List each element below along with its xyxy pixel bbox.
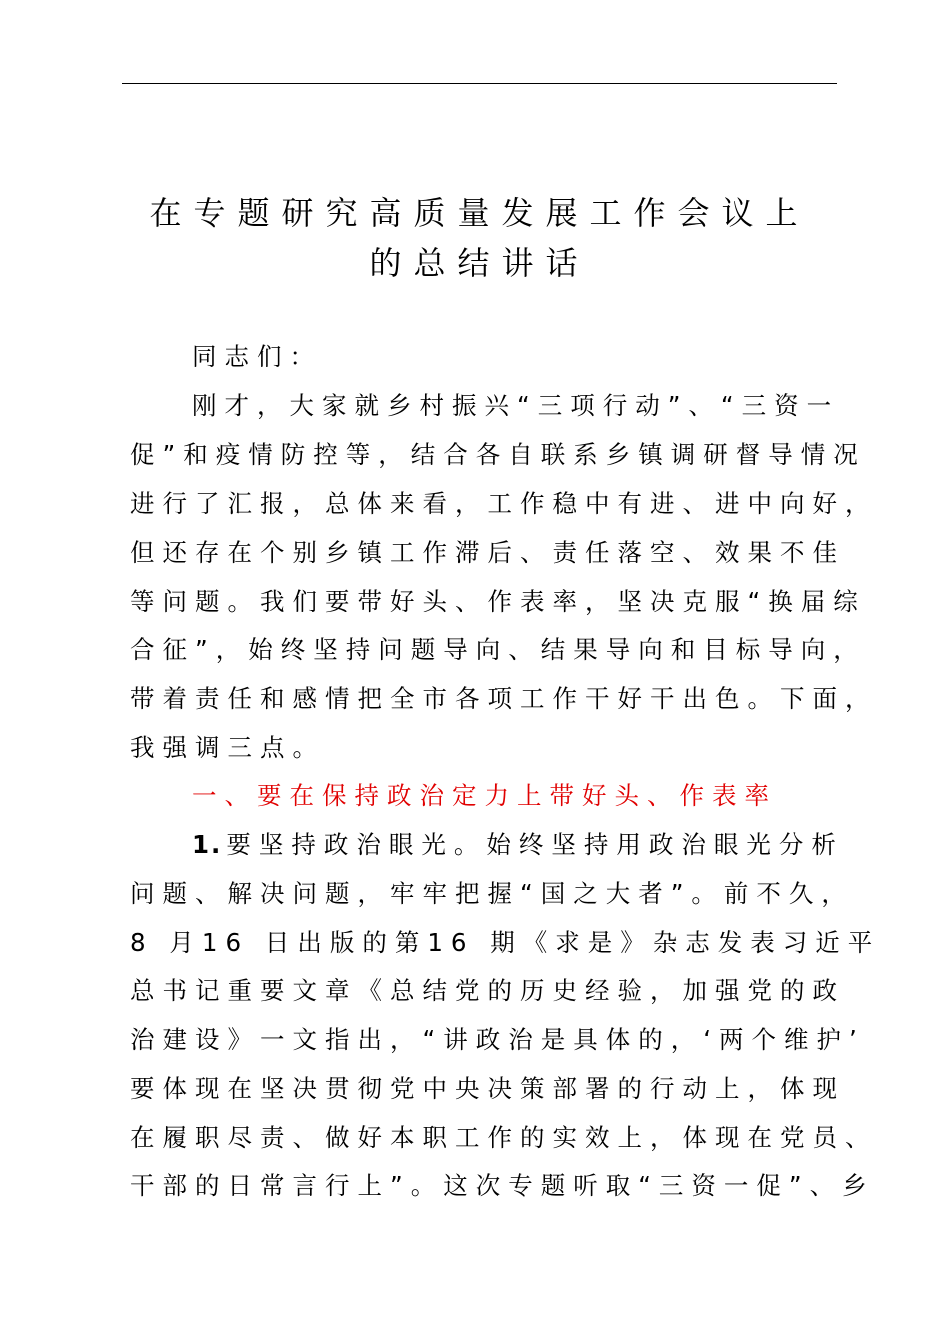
item-number: 1.	[192, 830, 223, 859]
document-title-line-1: 在专题研究高质量发展工作会议上	[149, 194, 810, 232]
greeting: 同志们：	[192, 342, 322, 371]
paragraph-line: 8 月16 日出版的第16 期《求是》杂志发表习近平	[130, 928, 881, 957]
paragraph-line: 问题、解决问题，牢牢把握“国之大者”。前不久，	[130, 879, 854, 908]
paragraph-line: 等问题。我们要带好头、作表率，坚决克服“换届综	[130, 587, 866, 616]
paragraph-line: 合征”，始终坚持问题导向、结果导向和目标导向，	[130, 635, 866, 664]
paragraph-line: 进行了汇报，总体来看，工作稳中有进、进中向好，	[130, 489, 878, 518]
section-heading: 一、要在保持政治定力上带好头、作表率	[192, 781, 777, 810]
paragraph-line: 我强调三点。	[130, 733, 325, 762]
document-title-line-2: 的总结讲话	[369, 244, 590, 282]
paragraph-line: 治建设》一文指出，“讲政治是具体的，‘两个维护’	[130, 1025, 865, 1054]
paragraph-line: 刚才，大家就乡村振兴“三项行动”、“三资一	[192, 391, 840, 420]
item-lead-text: 要坚持政治眼光。始终坚持用政治眼光分析	[226, 830, 844, 859]
paragraph-line: 总书记重要文章《总结党的历史经验，加强党的政	[130, 976, 845, 1005]
paragraph-line: 要体现在坚决贯彻党中央决策部署的行动上，体现	[130, 1074, 845, 1103]
item-first-line	[192, 828, 844, 862]
paragraph-line: 在履职尽责、做好本职工作的实效上，体现在党员、	[130, 1123, 878, 1152]
paragraph-line: 带着责任和感情把全市各项工作干好干出色。下面，	[130, 684, 878, 713]
paragraph-line: 促”和疫情防控等，结合各自联系乡镇调研督导情况	[130, 440, 866, 469]
paragraph-line: 但还存在个别乡镇工作滞后、责任落空、效果不佳	[130, 538, 845, 567]
header-rule	[122, 83, 837, 84]
paragraph-line: 干部的日常言行上”。这次专题听取“三资一促”、乡	[130, 1171, 875, 1200]
